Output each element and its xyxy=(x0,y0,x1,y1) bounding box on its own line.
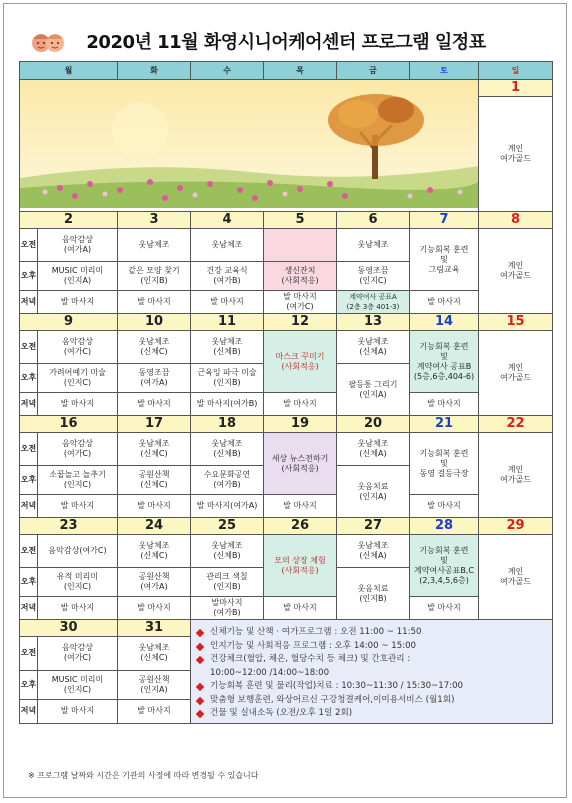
autumn-tree-illustration xyxy=(20,80,479,212)
program-cell: 동영조끔 (인지C) xyxy=(337,262,410,291)
week1-dates xyxy=(20,212,553,229)
program-cell: 발 마사지 xyxy=(410,393,479,416)
program-cell: 계약여사 공표A (2층 3층 401-3) xyxy=(337,291,410,314)
red-diamond-icon xyxy=(196,629,204,637)
weekday-wed: 수 xyxy=(191,62,264,80)
note-item: 기능회복 훈련 및 물리(작업)치료 : 10:30~11:30 / 15:30~17:00 xyxy=(197,680,548,694)
program-cell: 팔등통 그리기 (인지A) xyxy=(337,364,410,416)
weekday-header xyxy=(20,62,553,80)
program-cell: 수요문화공연 (여가B) xyxy=(191,466,264,495)
program-cell: 웃음치료 (인지B) xyxy=(337,568,410,620)
date-21: 21 xyxy=(410,416,479,433)
program-cell: 유적 미리미 (인지C) xyxy=(38,568,118,597)
program-cell: 발 마사지 xyxy=(38,597,118,620)
date-10: 10 xyxy=(118,314,191,331)
date-5: 5 xyxy=(264,212,337,229)
row-label-am: 오전 xyxy=(20,637,38,670)
red-diamond-icon xyxy=(196,642,204,650)
date-16: 16 xyxy=(20,416,118,433)
program-cell: 발 마사지(여가B) xyxy=(191,393,264,416)
saturday-event: 기능회복 훈련 및 그림교육 xyxy=(410,229,479,291)
note-item: 맞춤형 보행훈련, 와상어르신 구강청결케어,이미용서비스 (월1회) xyxy=(197,694,548,708)
program-cell: 웃남체조 (신체C) xyxy=(118,331,191,364)
weekday-sun: 일 xyxy=(479,62,553,80)
row-label-pm: 오후 xyxy=(20,466,38,495)
program-notes xyxy=(191,620,553,724)
program-cell-special: 마스크 꾸미기 (사회적응) xyxy=(264,331,337,393)
program-cell: 발 마사지 xyxy=(410,291,479,314)
saturday-event: 기능회복 훈련 및 동영 걸등극장 xyxy=(410,433,479,495)
program-cell: 음악감상(여가C) xyxy=(38,535,118,568)
program-cell: 웃음치료 (인지A) xyxy=(337,466,410,518)
red-diamond-icon xyxy=(196,696,204,704)
program-cell: 발 마사지(여가A) xyxy=(191,495,264,518)
note-item: 신체기능 및 산책 · 여가프로그램 : 오전 11:00 ~ 11:50 xyxy=(197,626,548,640)
program-cell: 발 마사지 xyxy=(410,495,479,518)
program-cell: 발 마사지 xyxy=(410,597,479,620)
date-20: 20 xyxy=(337,416,410,433)
program-cell: 웃남체조 (신체A) xyxy=(337,535,410,568)
program-cell: 공원산책 (신체C) xyxy=(118,466,191,495)
date-22: 22 xyxy=(479,416,553,433)
row-label-eve: 저녁 xyxy=(20,700,38,723)
program-cell: 발 마사지 xyxy=(264,393,337,416)
program-cell: 발 마사지 xyxy=(264,495,337,518)
note-item: 건강체크(혈압, 체온, 혈당수치 등 체크) 및 간호관리 : xyxy=(197,653,548,667)
date-28: 28 xyxy=(410,518,479,535)
date-30: 30 xyxy=(20,620,118,637)
date-1: 1 xyxy=(479,80,553,97)
saturday-event: 기능회복 훈련 및 계약여사공표B,C (2,3,4,5,6층) xyxy=(410,535,479,597)
program-cell: 발 마사지 (여가C) xyxy=(264,291,337,314)
program-cell: 발 마사지 xyxy=(118,597,191,620)
date-11: 11 xyxy=(191,314,264,331)
date-24: 24 xyxy=(118,518,191,535)
program-cell: 공원산책 (여가A) xyxy=(118,568,191,597)
date-4: 4 xyxy=(191,212,264,229)
date-7: 7 xyxy=(410,212,479,229)
note-item-sub: 10:00~12:00 /14:00~18:00 xyxy=(210,667,330,678)
date-26: 26 xyxy=(264,518,337,535)
row-label-eve: 저녁 xyxy=(20,495,38,518)
program-cell: 웃남체조 xyxy=(118,229,191,262)
date-14: 14 xyxy=(410,314,479,331)
weekday-tue: 화 xyxy=(118,62,191,80)
date-27: 27 xyxy=(337,518,410,535)
weekday-fri: 금 xyxy=(337,62,410,80)
sunday-event: 계인 여가골드 xyxy=(479,229,553,314)
row-label-am: 오전 xyxy=(20,331,38,364)
row-label-pm: 오후 xyxy=(20,568,38,597)
row-label-pm: 오후 xyxy=(20,364,38,393)
program-cell: 웃남체조 xyxy=(337,229,410,262)
program-cell: 웃남체조 (신체C) xyxy=(118,637,191,670)
date-12: 12 xyxy=(264,314,337,331)
date-29: 29 xyxy=(479,518,553,535)
program-cell: 음악감상 (여가C) xyxy=(38,433,118,466)
note-item: 건물 및 실내소독 (오전/오후 1일 2회) xyxy=(197,707,548,721)
weekday-mon: 월 xyxy=(20,62,118,80)
program-cell: 발 마사지 xyxy=(38,291,118,314)
program-cell: MUSIC 미리미 (인지C) xyxy=(38,670,118,699)
row-label-am: 오전 xyxy=(20,535,38,568)
date-15: 15 xyxy=(479,314,553,331)
program-cell: 웃남체조 (신체A) xyxy=(337,331,410,364)
program-cell: 관리크 색칠 (인지B) xyxy=(191,568,264,597)
row-label-am: 오전 xyxy=(20,229,38,262)
program-cell: 발 마사지 xyxy=(38,393,118,416)
program-cell-empty xyxy=(264,229,337,262)
red-diamond-icon xyxy=(196,683,204,691)
program-cell: 같은 모양 찾기 (인지B) xyxy=(118,262,191,291)
date-19: 19 xyxy=(264,416,337,433)
date-31: 31 xyxy=(118,620,191,637)
date-6: 6 xyxy=(337,212,410,229)
program-cell: 발 마사지 xyxy=(118,291,191,314)
program-cell: 공원산책 (인지A) xyxy=(118,670,191,699)
row-label-eve: 저녁 xyxy=(20,291,38,314)
row-label-am: 오전 xyxy=(20,433,38,466)
sunday-event: 계인 여가골드 xyxy=(479,97,553,212)
date-23: 23 xyxy=(20,518,118,535)
program-cell-special: 모의 상장 체험 (사회적응) xyxy=(264,535,337,597)
sunday-event: 계인 여가골드 xyxy=(479,331,553,416)
program-cell: 웃남체조 (신체B) xyxy=(191,433,264,466)
program-calendar xyxy=(19,61,553,724)
program-cell-special: 생신잔치 (사회적응) xyxy=(264,262,337,291)
date-18: 18 xyxy=(191,416,264,433)
program-cell: 웃남체조 (신체B) xyxy=(191,535,264,568)
program-cell: 소꿉놀고 놀추기 (인지C) xyxy=(38,466,118,495)
row-label-pm: 오후 xyxy=(20,670,38,699)
program-cell: 발마사지 (여가B) xyxy=(191,597,264,620)
date-13: 13 xyxy=(337,314,410,331)
date-17: 17 xyxy=(118,416,191,433)
program-cell: 발 마사지 xyxy=(38,700,118,723)
program-cell: 웃남체조 xyxy=(191,229,264,262)
program-cell: 발 마사지 xyxy=(264,597,337,620)
weekday-thu: 목 xyxy=(264,62,337,80)
program-cell: 웃남체조 (신체B) xyxy=(191,331,264,364)
sunday-event: 계인 여가골드 xyxy=(479,535,553,620)
program-cell: 근육잉 파극 미술 (인지B) xyxy=(191,364,264,393)
date-8: 8 xyxy=(479,212,553,229)
program-cell: 웃남체조 (신체C) xyxy=(118,433,191,466)
program-cell: MUSIC 미리미 (인지A) xyxy=(38,262,118,291)
program-cell-special: 세상 뉴스전하기 (사회적응) xyxy=(264,433,337,495)
sunday-event: 계인 여가골드 xyxy=(479,433,553,518)
row-label-eve: 저녁 xyxy=(20,393,38,416)
program-cell: 음악감상 (여가A) xyxy=(38,229,118,262)
page-title: 2020년 11월 화영시니어케어센터 프로그램 일정표 xyxy=(86,32,486,53)
autumn-landscape-icon xyxy=(20,80,479,208)
program-cell: 발 마사지 xyxy=(38,495,118,518)
note-item: 인지기능 및 사회적응 프로그램 : 오후 14:00 ~ 15:00 xyxy=(197,640,548,654)
date-2: 2 xyxy=(20,212,118,229)
date-25: 25 xyxy=(191,518,264,535)
program-cell: 발 마사지 xyxy=(191,291,264,314)
row-label-eve: 저녁 xyxy=(20,597,38,620)
red-diamond-icon xyxy=(196,710,204,718)
row-label-pm: 오후 xyxy=(20,262,38,291)
program-cell: 웃남체조 (신체C) xyxy=(118,535,191,568)
program-cell: 발 마사지 xyxy=(118,393,191,416)
program-cell: 동영조끔 (여가A) xyxy=(118,364,191,393)
program-cell: 음악감상 (여가C) xyxy=(38,637,118,670)
date-9: 9 xyxy=(20,314,118,331)
program-cell: 건강 교육식 (여가B) xyxy=(191,262,264,291)
date-3: 3 xyxy=(118,212,191,229)
saturday-event: 기능회복 훈련 및 계약여사 공표B (5층,6층,404-6) xyxy=(410,331,479,393)
program-cell: 웃남체조 (신체A) xyxy=(337,433,410,466)
red-diamond-icon xyxy=(196,656,204,664)
footnote: ※ 프로그램 날짜와 시간은 기관의 사정에 따라 변경될 수 있습니다 xyxy=(28,771,259,780)
weekday-sat: 토 xyxy=(410,62,479,80)
program-cell: 발 마사지 xyxy=(118,700,191,723)
program-cell: 음악감상 (여가C) xyxy=(38,331,118,364)
program-cell: 가려어예기 미술 (인지C) xyxy=(38,364,118,393)
program-cell: 발 마사지 xyxy=(118,495,191,518)
